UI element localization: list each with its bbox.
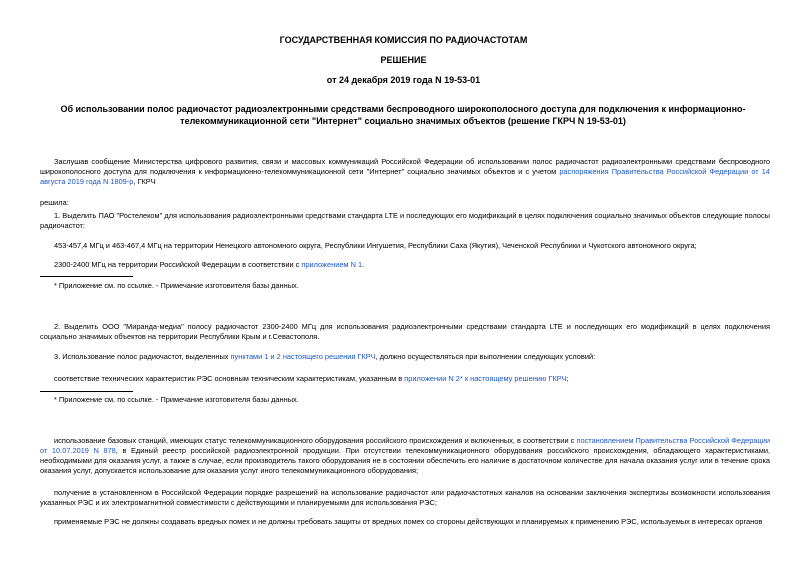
condition-3-paragraph: получение в установленном в Российской Федерации порядке разрешений на использование радиочастот или радиочастотных каналов на основании заключения экспертизы возможности использования указанных РЭС и их электромагнитной совместимости с действующими и планируемыми для использования РЭС; xyxy=(40,488,770,507)
preamble-tail: , ГКРЧ xyxy=(133,177,156,186)
band-2-tail: . xyxy=(362,260,365,269)
item-1-paragraph: 1. Выделить ПАО "Ростелеком" для использования радиоэлектронными средствами стандарта LTE и последующих его модификаций в целях подключения социально значимых объектов следующие полосы радиочастот: xyxy=(40,211,770,230)
condition-4-paragraph: применяемые РЭС не должны создавать вредных помех и не должны требовать защиты от вредных помех со стороны действующих и планируемых к применению РЭС, используемых в интересах органов xyxy=(54,517,763,526)
footnote-divider xyxy=(40,391,133,392)
item-3-text: 3. Использование полос радиочастот, выделенных xyxy=(54,352,231,361)
condition-1-text: соответствие технических характеристик РЭС основным техническим характеристикам, указанным в xyxy=(54,374,405,383)
footnote-divider xyxy=(40,276,133,277)
document-title: Об использовании полос радиочастот радиоэлектронными средствами беспроводного широкополосного доступа для подключения к информационно-телекоммуникационной сети "Интернет" социально значимых объектов (решение ГКРЧ N 19-53-01) xyxy=(60,104,746,126)
issuing-body: ГОСУДАРСТВЕННАЯ КОМИССИЯ ПО РАДИОЧАСТОТАМ xyxy=(279,35,528,45)
condition-2-paragraph xyxy=(40,436,770,476)
items-1-2-link[interactable]: пунктами 1 и 2 настоящего решения ГКРЧ xyxy=(230,352,376,361)
condition-1-paragraph xyxy=(54,374,569,384)
footnote-2: * Приложение см. по ссылке. - Примечание изготовителя базы данных. xyxy=(54,395,299,404)
footnote-1: * Приложение см. по ссылке. - Примечание изготовителя базы данных. xyxy=(54,281,299,290)
government-decree-link[interactable]: постановлением Правительства Российской Федерации от 10.07.2019 N 878 xyxy=(40,436,770,455)
appendix-1-link[interactable]: приложением N 1 xyxy=(301,260,363,269)
preamble-text: Заслушав сообщение Министерства цифрового развития, связи и массовых коммуникаций Российской Федерации об использовании полос радиочастот радиоэлектронными средствами беспроводного широкополосного доступа для подключения к информационно-телекоммуникационной сети "Интернет" социально значимых объектов и с учетом xyxy=(40,157,770,176)
condition-2-tail: , в Единый реестр российской радиоэлектронной продукции. При отсутствии телекоммуникационного оборудования российского происхождения, обладающего характеристиками, необходимыми для оказания услуг, а также в случае, если производитель такого оборудования не в состоянии обеспечить его наличие в достаточном количестве для начала оказания услуг или в течение срока оказания услуг, допускается использование для оказания услуг иного телекоммуникационного оборудования; xyxy=(40,446,770,475)
document-date-number: от 24 декабря 2019 года N 19-53-01 xyxy=(326,75,481,85)
band-2-paragraph xyxy=(54,260,364,270)
band-2-text: 2300-2400 МГц на территории Российской Федерации в соответствии с xyxy=(54,260,302,269)
appendix-2-link[interactable]: приложении N 2* к настоящему решению ГКРЧ xyxy=(404,374,567,383)
item-3-tail: , должно осуществляться при выполнении следующих условий: xyxy=(375,352,596,361)
government-order-link[interactable]: распоряжения Правительства Российской Федерации от 14 августа 2019 года N 1809-р xyxy=(40,167,770,186)
condition-1-tail: ; xyxy=(566,374,569,383)
resolved-label: решила: xyxy=(40,198,69,207)
condition-2-text: использование базовых станций, имеющих статус телекоммуникационного оборудования российского происхождения и включенных, в соответствии с xyxy=(54,436,577,445)
item-2-paragraph: 2. Выделить ООО "Миранда-медиа" полосу радиочастот 2300-2400 МГц для использования радиоэлектронными средствами стандарта LTE и последующих его модификаций в целях подключения социально значимых объектов на территории Республики Крым и г.Севастополя. xyxy=(40,322,770,341)
preamble-paragraph xyxy=(40,157,770,187)
item-3-paragraph xyxy=(54,352,595,362)
document-type: РЕШЕНИЕ xyxy=(380,55,427,65)
band-1-paragraph: 453-457,4 МГц и 463-467,4 МГц на территории Ненецкого автономного округа, Республики Ингушетия, Республики Саха (Якутия), Чеченской Республики и Чукотского автономного округа; xyxy=(54,241,697,250)
